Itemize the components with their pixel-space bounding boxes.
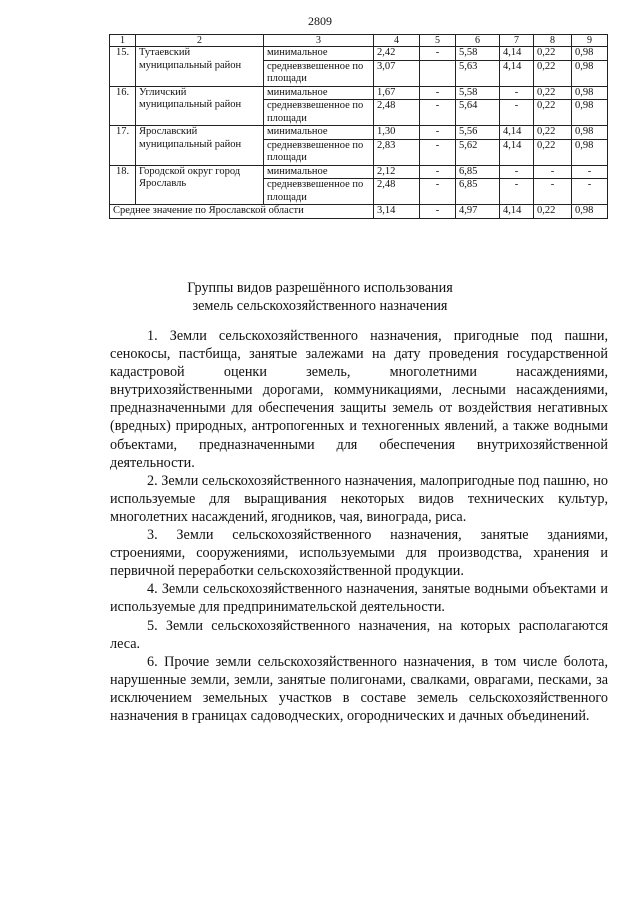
cell-value: - bbox=[420, 165, 456, 179]
cell-value: 0,22 bbox=[534, 126, 572, 140]
paragraph: 6. Прочие земли сельскохозяйственного назначения, в том числе болота, нарушенные земли, земли, занятые полигонами, свалками, оврагами, песками, за исключением земельных участков в составе земель сельскохозяйственного назначения в границах садоводческих, огороднических и дачных объединений. bbox=[110, 653, 608, 724]
cell-value: 0,98 bbox=[572, 126, 608, 140]
heading-line: земель сельскохозяйственного назначения bbox=[192, 298, 448, 314]
table-row bbox=[110, 165, 608, 179]
cell-value: 0,98 bbox=[572, 86, 608, 100]
cell-value: 0,98 bbox=[572, 205, 608, 219]
average-row bbox=[110, 205, 608, 219]
cell-value: 6,85 bbox=[456, 179, 500, 205]
cell-value: 0,22 bbox=[534, 205, 572, 219]
paragraph: 4. Земли сельскохозяйственного назначения, занятые водными объектами и используемые для предпринимательской деятельности. bbox=[110, 581, 608, 616]
land-valuation-table bbox=[109, 34, 608, 219]
row-number: 16. bbox=[110, 86, 136, 126]
cell-value: - bbox=[500, 165, 534, 179]
table-row bbox=[110, 47, 608, 61]
district-name: Угличский муниципальный район bbox=[136, 86, 264, 126]
cell-value: - bbox=[420, 205, 456, 219]
district-name: Городской округ город Ярославль bbox=[136, 165, 264, 205]
cell-value: 0,98 bbox=[572, 139, 608, 165]
cell-value: 5,58 bbox=[456, 86, 500, 100]
column-header: 2 bbox=[136, 35, 264, 47]
column-header: 6 bbox=[456, 35, 500, 47]
cell-value: 6,85 bbox=[456, 165, 500, 179]
cell-value: 2,42 bbox=[374, 47, 420, 61]
cell-value: 5,64 bbox=[456, 100, 500, 126]
cell-value: 5,58 bbox=[456, 47, 500, 61]
paragraph: 5. Земли сельскохозяйственного назначения, на которых располагаются леса. bbox=[110, 617, 608, 652]
cell-value: - bbox=[420, 100, 456, 126]
cell-value: - bbox=[420, 179, 456, 205]
column-header: 4 bbox=[374, 35, 420, 47]
cell-value: 4,97 bbox=[456, 205, 500, 219]
land-groups-list bbox=[110, 327, 608, 725]
column-header: 3 bbox=[264, 35, 374, 47]
cell-value: 2,48 bbox=[374, 100, 420, 126]
column-header: 9 bbox=[572, 35, 608, 47]
column-header: 1 bbox=[110, 35, 136, 47]
table-row bbox=[110, 86, 608, 100]
value-type: средневзвешенное по площади bbox=[264, 60, 374, 86]
column-header: 7 bbox=[500, 35, 534, 47]
district-name: Тутаевский муниципальный район bbox=[136, 47, 264, 87]
cell-value: 3,14 bbox=[374, 205, 420, 219]
cell-value: 3,07 bbox=[374, 60, 420, 86]
section-heading bbox=[0, 279, 640, 315]
cell-value: - bbox=[534, 179, 572, 205]
cell-value: 0,22 bbox=[534, 100, 572, 126]
paragraph: 1. Земли сельскохозяйственного назначения, пригодные под пашни, сенокосы, пастбища, занятые залежами на дату проведения государственной кадастровой оценки земель, многолетними насаждениями, внутрихозяйственными дорогами, коммуникациями, лесными насаждениями, предназначенными для обеспечения защиты земель от воздействия негативных (вредных) природных, антропогенных и техногенных явлений, а также водными объектами, предназначенными для обеспечения внутрихозяйственной деятельности. bbox=[110, 328, 608, 471]
value-type: минимальное bbox=[264, 126, 374, 140]
column-header: 5 bbox=[420, 35, 456, 47]
cell-value: 0,98 bbox=[572, 100, 608, 126]
value-type: средневзвешенное по площади bbox=[264, 179, 374, 205]
value-type: средневзвешенное по площади bbox=[264, 100, 374, 126]
cell-value: 2,12 bbox=[374, 165, 420, 179]
cell-value: 0,22 bbox=[534, 139, 572, 165]
cell-value: - bbox=[572, 179, 608, 205]
table-row bbox=[110, 126, 608, 140]
value-type: минимальное bbox=[264, 165, 374, 179]
cell-value: 4,14 bbox=[500, 126, 534, 140]
value-type: минимальное bbox=[264, 86, 374, 100]
cell-value: 0,98 bbox=[572, 60, 608, 86]
heading-line: Группы видов разрешённого использования bbox=[187, 280, 453, 296]
cell-value: - bbox=[420, 86, 456, 100]
cell-value: 0,22 bbox=[534, 60, 572, 86]
cell-value: 4,14 bbox=[500, 139, 534, 165]
row-number: 15. bbox=[110, 47, 136, 87]
cell-value: 0,22 bbox=[534, 47, 572, 61]
row-number: 18. bbox=[110, 165, 136, 205]
cell-value: 4,14 bbox=[500, 60, 534, 86]
value-type: минимальное bbox=[264, 47, 374, 61]
paragraph: 3. Земли сельскохозяйственного назначения, занятые зданиями, строениями, сооружениями, используемыми для производства, хранения и первичной переработки сельскохозяйственной продукции. bbox=[110, 527, 608, 580]
row-number: 17. bbox=[110, 126, 136, 166]
cell-value: 1,30 bbox=[374, 126, 420, 140]
cell-value: 0,98 bbox=[572, 47, 608, 61]
cell-value: - bbox=[500, 86, 534, 100]
cell-value: - bbox=[500, 179, 534, 205]
cell-value: 2,83 bbox=[374, 139, 420, 165]
cell-value bbox=[420, 60, 456, 86]
page-number: 2809 bbox=[308, 14, 332, 28]
cell-value: - bbox=[572, 165, 608, 179]
cell-value: 2,48 bbox=[374, 179, 420, 205]
cell-value: - bbox=[420, 126, 456, 140]
cell-value: 4,14 bbox=[500, 205, 534, 219]
cell-value: 1,67 bbox=[374, 86, 420, 100]
cell-value: - bbox=[500, 100, 534, 126]
cell-value: 5,63 bbox=[456, 60, 500, 86]
district-name: Ярославский муниципальный район bbox=[136, 126, 264, 166]
cell-value: 0,22 bbox=[534, 86, 572, 100]
column-header: 8 bbox=[534, 35, 572, 47]
average-label: Среднее значение по Ярославской области bbox=[110, 205, 374, 219]
cell-value: - bbox=[420, 139, 456, 165]
cell-value: - bbox=[534, 165, 572, 179]
value-type: средневзвешенное по площади bbox=[264, 139, 374, 165]
cell-value: 5,62 bbox=[456, 139, 500, 165]
cell-value: - bbox=[420, 47, 456, 61]
cell-value: 5,56 bbox=[456, 126, 500, 140]
cell-value: 4,14 bbox=[500, 47, 534, 61]
paragraph: 2. Земли сельскохозяйственного назначения, малопригодные под пашню, но используемые для выращивания некоторых видов технических культур, многолетних насаждений, ягодников, чая, винограда, риса. bbox=[110, 472, 608, 525]
table-header-row bbox=[110, 35, 608, 47]
